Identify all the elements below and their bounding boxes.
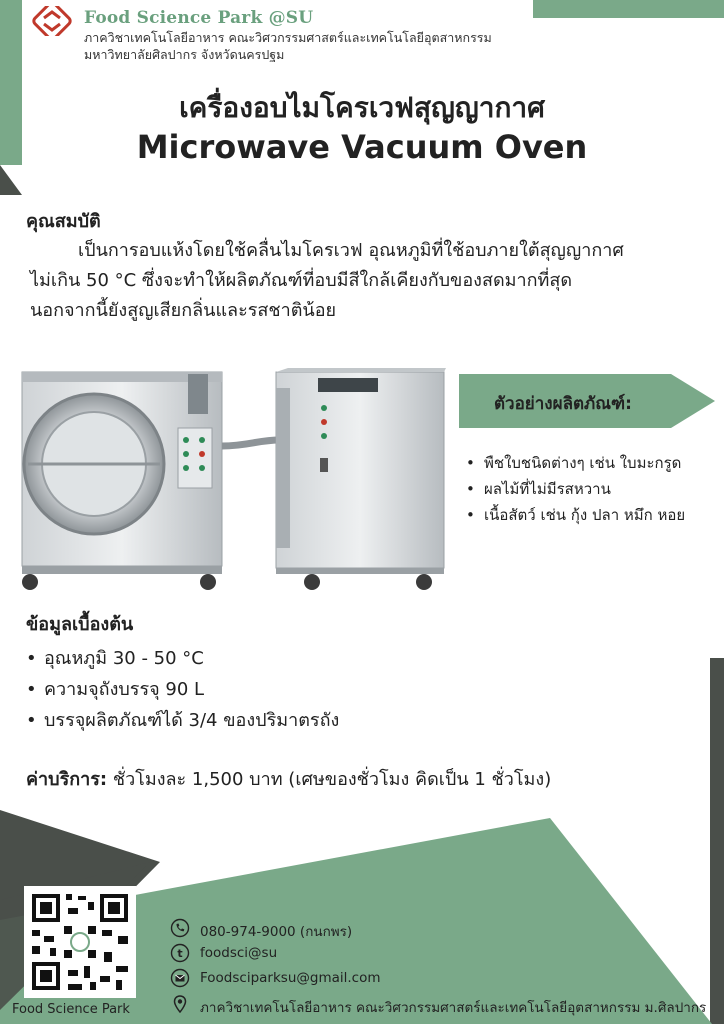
brand-name: Food Science Park @SU bbox=[84, 8, 314, 28]
examples-list bbox=[466, 450, 685, 528]
microwave-vacuum-oven-photo bbox=[18, 368, 448, 596]
phone-icon bbox=[170, 918, 190, 938]
left-dark-triangle bbox=[0, 165, 22, 195]
list-item: • บรรจุผลิตภัณฑ์ได้ 3/4 ของปริมาตรถัง bbox=[26, 705, 339, 736]
svg-text:t: t bbox=[177, 947, 183, 960]
properties-heading: คุณสมบัติ bbox=[26, 211, 101, 232]
list-item: • ผลไม้ที่ไม่มีรสหวาน bbox=[466, 476, 685, 502]
title-thai: เครื่องอบไมโครเวฟสุญญากาศ bbox=[179, 91, 545, 124]
contact-text: foodsci@su bbox=[200, 945, 278, 961]
title-english: Microwave Vacuum Oven bbox=[136, 128, 588, 166]
tumblr-icon bbox=[170, 943, 190, 963]
list-item: • อุณหภูมิ 30 - 50 °C bbox=[26, 643, 339, 674]
basic-info-heading: ข้อมูลเบื้องต้น bbox=[26, 614, 134, 635]
service-fee-label: ค่าบริการ: bbox=[26, 769, 108, 790]
qr-code[interactable] bbox=[24, 886, 136, 998]
food-science-park-logo bbox=[30, 6, 76, 36]
top-right-green-bar bbox=[533, 0, 724, 18]
contact-text: Foodsciparksu@gmail.com bbox=[200, 970, 381, 986]
department-name: ภาควิชาเทคโนโลยีอาหาร คณะวิศวกรรมศาสตร์และเทคโนโลยีอุตสาหกรรม bbox=[84, 30, 492, 45]
university-name: มหาวิทยาลัยศิลปากร จังหวัดนครปฐม bbox=[84, 47, 285, 62]
list-item: • พืชใบชนิดต่างๆ เช่น ใบมะกรูด bbox=[466, 450, 685, 476]
qr-caption: Food Science Park bbox=[12, 1002, 130, 1017]
service-fee-text: ชั่วโมงละ 1,500 บาท (เศษของชั่วโมง คิดเป็น 1 ชั่วโมง) bbox=[112, 769, 552, 790]
contact-text: ภาควิชาเทคโนโลยีอาหาร คณะวิศวกรรมศาสตร์และเทคโนโลยีอุตสาหกรรม ม.ศิลปากร bbox=[200, 1000, 707, 1016]
service-fee bbox=[26, 764, 551, 793]
location-pin-icon bbox=[170, 994, 190, 1014]
properties-line: ไม่เกิน 50 °C ซึ่งจะทำให้ผลิตภัณฑ์ที่อบมีสีใกล้เคียงกับของสดมากที่สุด bbox=[30, 270, 573, 291]
properties-line: เป็นการอบแห้งโดยใช้คลื่นไมโครเวฟ อุณหภูมิที่ใช้อบภายใต้สุญญากาศ bbox=[78, 240, 624, 261]
contact-text: 080-974-9000 (กนกพร) bbox=[200, 924, 353, 940]
basic-info-list bbox=[26, 643, 339, 736]
examples-heading: ตัวอย่างผลิตภัณฑ์: bbox=[494, 394, 632, 414]
properties-paragraph bbox=[30, 236, 690, 326]
list-item: • เนื้อสัตว์ เช่น กุ้ง ปลา หมึก หอย bbox=[466, 502, 685, 528]
properties-line: นอกจากนี้ยังสูญเสียกลิ่นและรสชาติน้อย bbox=[30, 300, 337, 321]
mail-icon bbox=[170, 968, 190, 988]
list-item: • ความจุถังบรรจุ 90 L bbox=[26, 674, 339, 705]
